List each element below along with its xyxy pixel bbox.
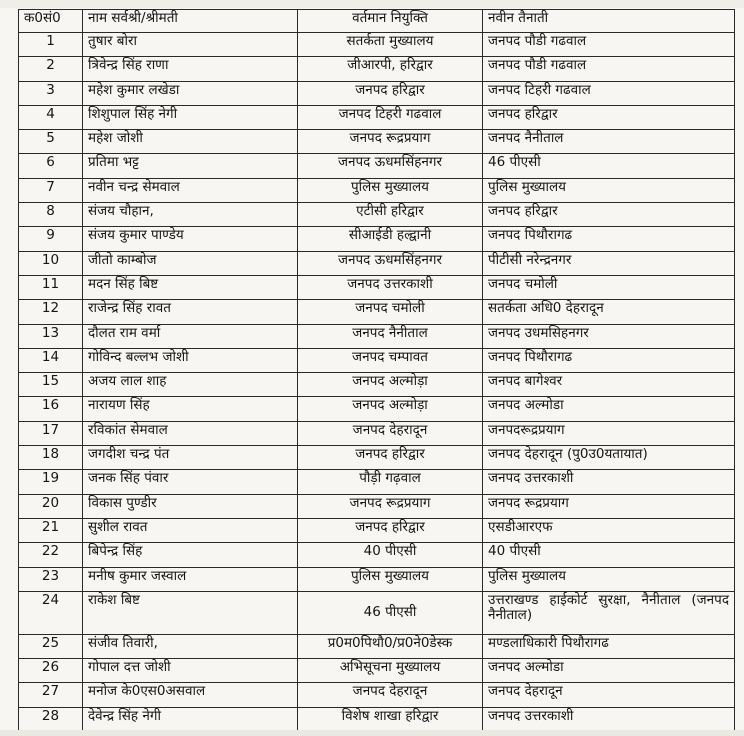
table-row <box>19 324 735 348</box>
cell-new-posting: जनपद पौडी गढवाल <box>483 33 735 57</box>
cell-name: त्रिवेन्द्र सिंह राणा <box>83 57 298 81</box>
cell-current-posting: 40 पीएसी <box>298 543 483 567</box>
cell-current-posting: जनपद देहरादून <box>298 421 483 445</box>
cell-serial-number: 24 <box>19 591 83 634</box>
cell-new-posting: जनपद देहरादून (पु0उ0यतायात) <box>483 446 735 470</box>
cell-new-posting: जनपद अल्मोडा <box>483 659 735 683</box>
header-new-posting: नवीन तैनाती <box>483 10 735 33</box>
cell-name: मनीष कुमार जस्वाल <box>83 567 298 591</box>
cell-name: नवीन चन्द्र सेमवाल <box>83 178 298 202</box>
cell-name: रविकांत सेमवाल <box>83 421 298 445</box>
cell-new-posting: उत्तराखण्ड हाईकोर्ट सुरक्षा, नैनीताल (जनपद नैनीताल) <box>483 591 735 634</box>
table-row <box>19 373 735 397</box>
cell-name: जनक सिंह पंवार <box>83 470 298 494</box>
cell-current-posting: पुलिस मुख्यालय <box>298 567 483 591</box>
cell-current-posting: एटीसी हरिद्वार <box>298 203 483 227</box>
cell-serial-number: 17 <box>19 421 83 445</box>
table-row <box>19 203 735 227</box>
cell-serial-number: 11 <box>19 275 83 299</box>
table-row <box>19 33 735 57</box>
cell-current-posting: जनपद हरिद्वार <box>298 446 483 470</box>
cell-current-posting: जनपद रूद्रप्रयाग <box>298 494 483 518</box>
transfer-table <box>18 9 735 732</box>
table-row <box>19 591 735 634</box>
cell-current-posting: सीआईडी हल्द्वानी <box>298 227 483 251</box>
cell-new-posting: 40 पीएसी <box>483 543 735 567</box>
cell-current-posting: विशेष शाखा हरिद्वार <box>298 707 483 731</box>
cell-name: शिशुपाल सिंह नेगी <box>83 105 298 129</box>
cell-new-posting: जनपद देहरादून <box>483 683 735 707</box>
cell-new-posting: जनपद बागेश्वर <box>483 373 735 397</box>
cell-serial-number: 19 <box>19 470 83 494</box>
cell-serial-number: 1 <box>19 33 83 57</box>
cell-new-posting: जनपद चमोली <box>483 275 735 299</box>
cell-current-posting: प्र0म0पिथौ0/प्र0ने0डेस्क <box>298 634 483 658</box>
cell-serial-number: 6 <box>19 154 83 178</box>
cell-current-posting: जीआरपी, हरिद्वार <box>298 57 483 81</box>
cell-serial-number: 3 <box>19 81 83 105</box>
cell-new-posting: जनपद हरिद्वार <box>483 203 735 227</box>
cell-current-posting: सतर्कता मुख्यालय <box>298 33 483 57</box>
cell-new-posting: जनपद उधमसिहनगर <box>483 324 735 348</box>
cell-current-posting: जनपद हरिद्वार <box>298 518 483 542</box>
cell-name: देवेन्द्र सिंह नेगी <box>83 707 298 731</box>
cell-serial-number: 9 <box>19 227 83 251</box>
cell-serial-number: 18 <box>19 446 83 470</box>
cell-serial-number: 13 <box>19 324 83 348</box>
cell-serial-number: 27 <box>19 683 83 707</box>
cell-new-posting: पुलिस मुख्यालय <box>483 178 735 202</box>
table-row <box>19 227 735 251</box>
table-row <box>19 634 735 658</box>
cell-name: संजीव तिवारी, <box>83 634 298 658</box>
table-row <box>19 397 735 421</box>
cell-name: बिपेन्द्र सिंह <box>83 543 298 567</box>
cell-new-posting: पीटीसी नरेन्द्रनगर <box>483 251 735 275</box>
cell-name: गोपाल दत्त जोशी <box>83 659 298 683</box>
cell-current-posting: जनपद अल्मोड़ा <box>298 397 483 421</box>
cell-new-posting: जनपद पौडी गढवाल <box>483 57 735 81</box>
cell-new-posting: जनपद नैनीताल <box>483 130 735 154</box>
cell-serial-number: 23 <box>19 567 83 591</box>
cell-new-posting: सतर्कता अधि0 देहरादून <box>483 300 735 324</box>
cell-new-posting: जनपद अल्मोडा <box>483 397 735 421</box>
cell-name: तुषार बोरा <box>83 33 298 57</box>
cell-new-posting: जनपद टिहरी गढवाल <box>483 81 735 105</box>
header-serial-number: क0सं0 <box>19 10 83 33</box>
cell-name: नारायण सिंह <box>83 397 298 421</box>
cell-new-posting: पुलिस मुख्यालय <box>483 567 735 591</box>
cell-current-posting: पुलिस मुख्यालय <box>298 178 483 202</box>
table-row <box>19 470 735 494</box>
cell-serial-number: 26 <box>19 659 83 683</box>
cell-current-posting: जनपद ऊधमसिंहनगर <box>298 154 483 178</box>
cell-serial-number: 16 <box>19 397 83 421</box>
cell-current-posting: पौड़ी गढ़वाल <box>298 470 483 494</box>
cell-name: मनोज के0एस0असवाल <box>83 683 298 707</box>
cell-new-posting: 46 पीएसी <box>483 154 735 178</box>
table-row <box>19 57 735 81</box>
cell-current-posting: जनपद देहरादून <box>298 683 483 707</box>
cell-serial-number: 7 <box>19 178 83 202</box>
table-row <box>19 178 735 202</box>
table-row <box>19 154 735 178</box>
cell-serial-number: 22 <box>19 543 83 567</box>
table-row <box>19 683 735 707</box>
cell-current-posting: अभिसूचना मुख्यालय <box>298 659 483 683</box>
cell-serial-number: 20 <box>19 494 83 518</box>
cell-serial-number: 28 <box>19 707 83 731</box>
page-top-edge <box>0 0 744 8</box>
table-row <box>19 105 735 129</box>
cell-serial-number: 8 <box>19 203 83 227</box>
table-row <box>19 494 735 518</box>
cell-name: जगदीश चन्द्र पंत <box>83 446 298 470</box>
cell-new-posting: एसडीआरएफ <box>483 518 735 542</box>
table-row <box>19 421 735 445</box>
cell-new-posting: जनपद उत्तरकाशी <box>483 707 735 731</box>
cell-name: दौलत राम वर्मा <box>83 324 298 348</box>
cell-current-posting: जनपद चमोली <box>298 300 483 324</box>
cell-new-posting: जनपद पिथौरागढ <box>483 227 735 251</box>
cell-current-posting: जनपद टिहरी गढवाल <box>298 105 483 129</box>
page-bottom-edge <box>0 730 744 736</box>
table-row <box>19 659 735 683</box>
cell-current-posting: 46 पीएसी <box>298 591 483 634</box>
table-row <box>19 543 735 567</box>
cell-current-posting: जनपद अल्मोड़ा <box>298 373 483 397</box>
cell-name: संजय कुमार पाण्डेय <box>83 227 298 251</box>
cell-name: मदन सिंह बिष्ट <box>83 275 298 299</box>
cell-new-posting: जनपद पिथौरागढ <box>483 348 735 372</box>
table-row <box>19 130 735 154</box>
cell-current-posting: जनपद नैनीताल <box>298 324 483 348</box>
cell-new-posting: जनपद रूद्रप्रयाग <box>483 494 735 518</box>
cell-name: विकास पुण्डीर <box>83 494 298 518</box>
cell-serial-number: 25 <box>19 634 83 658</box>
cell-name: सुशील रावत <box>83 518 298 542</box>
cell-name: गोविन्द बल्लभ जोशी <box>83 348 298 372</box>
table-row <box>19 348 735 372</box>
table-body <box>19 33 735 732</box>
table-header-row <box>19 10 735 33</box>
cell-new-posting: जनपद उत्तरकाशी <box>483 470 735 494</box>
table-row <box>19 567 735 591</box>
cell-serial-number: 21 <box>19 518 83 542</box>
cell-serial-number: 4 <box>19 105 83 129</box>
cell-serial-number: 2 <box>19 57 83 81</box>
cell-name: जीतो काम्बोज <box>83 251 298 275</box>
table-row <box>19 251 735 275</box>
table-row <box>19 81 735 105</box>
cell-name: राजेन्द्र सिंह रावत <box>83 300 298 324</box>
cell-serial-number: 14 <box>19 348 83 372</box>
cell-name: संजय चौहान, <box>83 203 298 227</box>
cell-name: राकेश बिष्ट <box>83 591 298 634</box>
cell-name: प्रतिमा भट्ट <box>83 154 298 178</box>
cell-new-posting: जनपद हरिद्वार <box>483 105 735 129</box>
cell-current-posting: जनपद चम्पावत <box>298 348 483 372</box>
cell-serial-number: 5 <box>19 130 83 154</box>
cell-serial-number: 12 <box>19 300 83 324</box>
table-row <box>19 518 735 542</box>
cell-current-posting: जनपद रूद्रप्रयाग <box>298 130 483 154</box>
table-row <box>19 275 735 299</box>
table-row <box>19 300 735 324</box>
cell-current-posting: जनपद उत्तरकाशी <box>298 275 483 299</box>
header-name: नाम सर्वश्री/श्रीमती <box>83 10 298 33</box>
cell-name: अजय लाल शाह <box>83 373 298 397</box>
cell-current-posting: जनपद ऊधमसिंहनगर <box>298 251 483 275</box>
table-row <box>19 446 735 470</box>
cell-new-posting: जनपदरूद्रप्रयाग <box>483 421 735 445</box>
header-current-posting: वर्तमान नियुक्ति <box>298 10 483 33</box>
table-row <box>19 707 735 731</box>
cell-current-posting: जनपद हरिद्वार <box>298 81 483 105</box>
cell-serial-number: 15 <box>19 373 83 397</box>
cell-name: महेश कुमार लखेडा <box>83 81 298 105</box>
cell-name: महेश जोशी <box>83 130 298 154</box>
cell-serial-number: 10 <box>19 251 83 275</box>
cell-new-posting: मण्डलाधिकारी पिथौरागढ <box>483 634 735 658</box>
